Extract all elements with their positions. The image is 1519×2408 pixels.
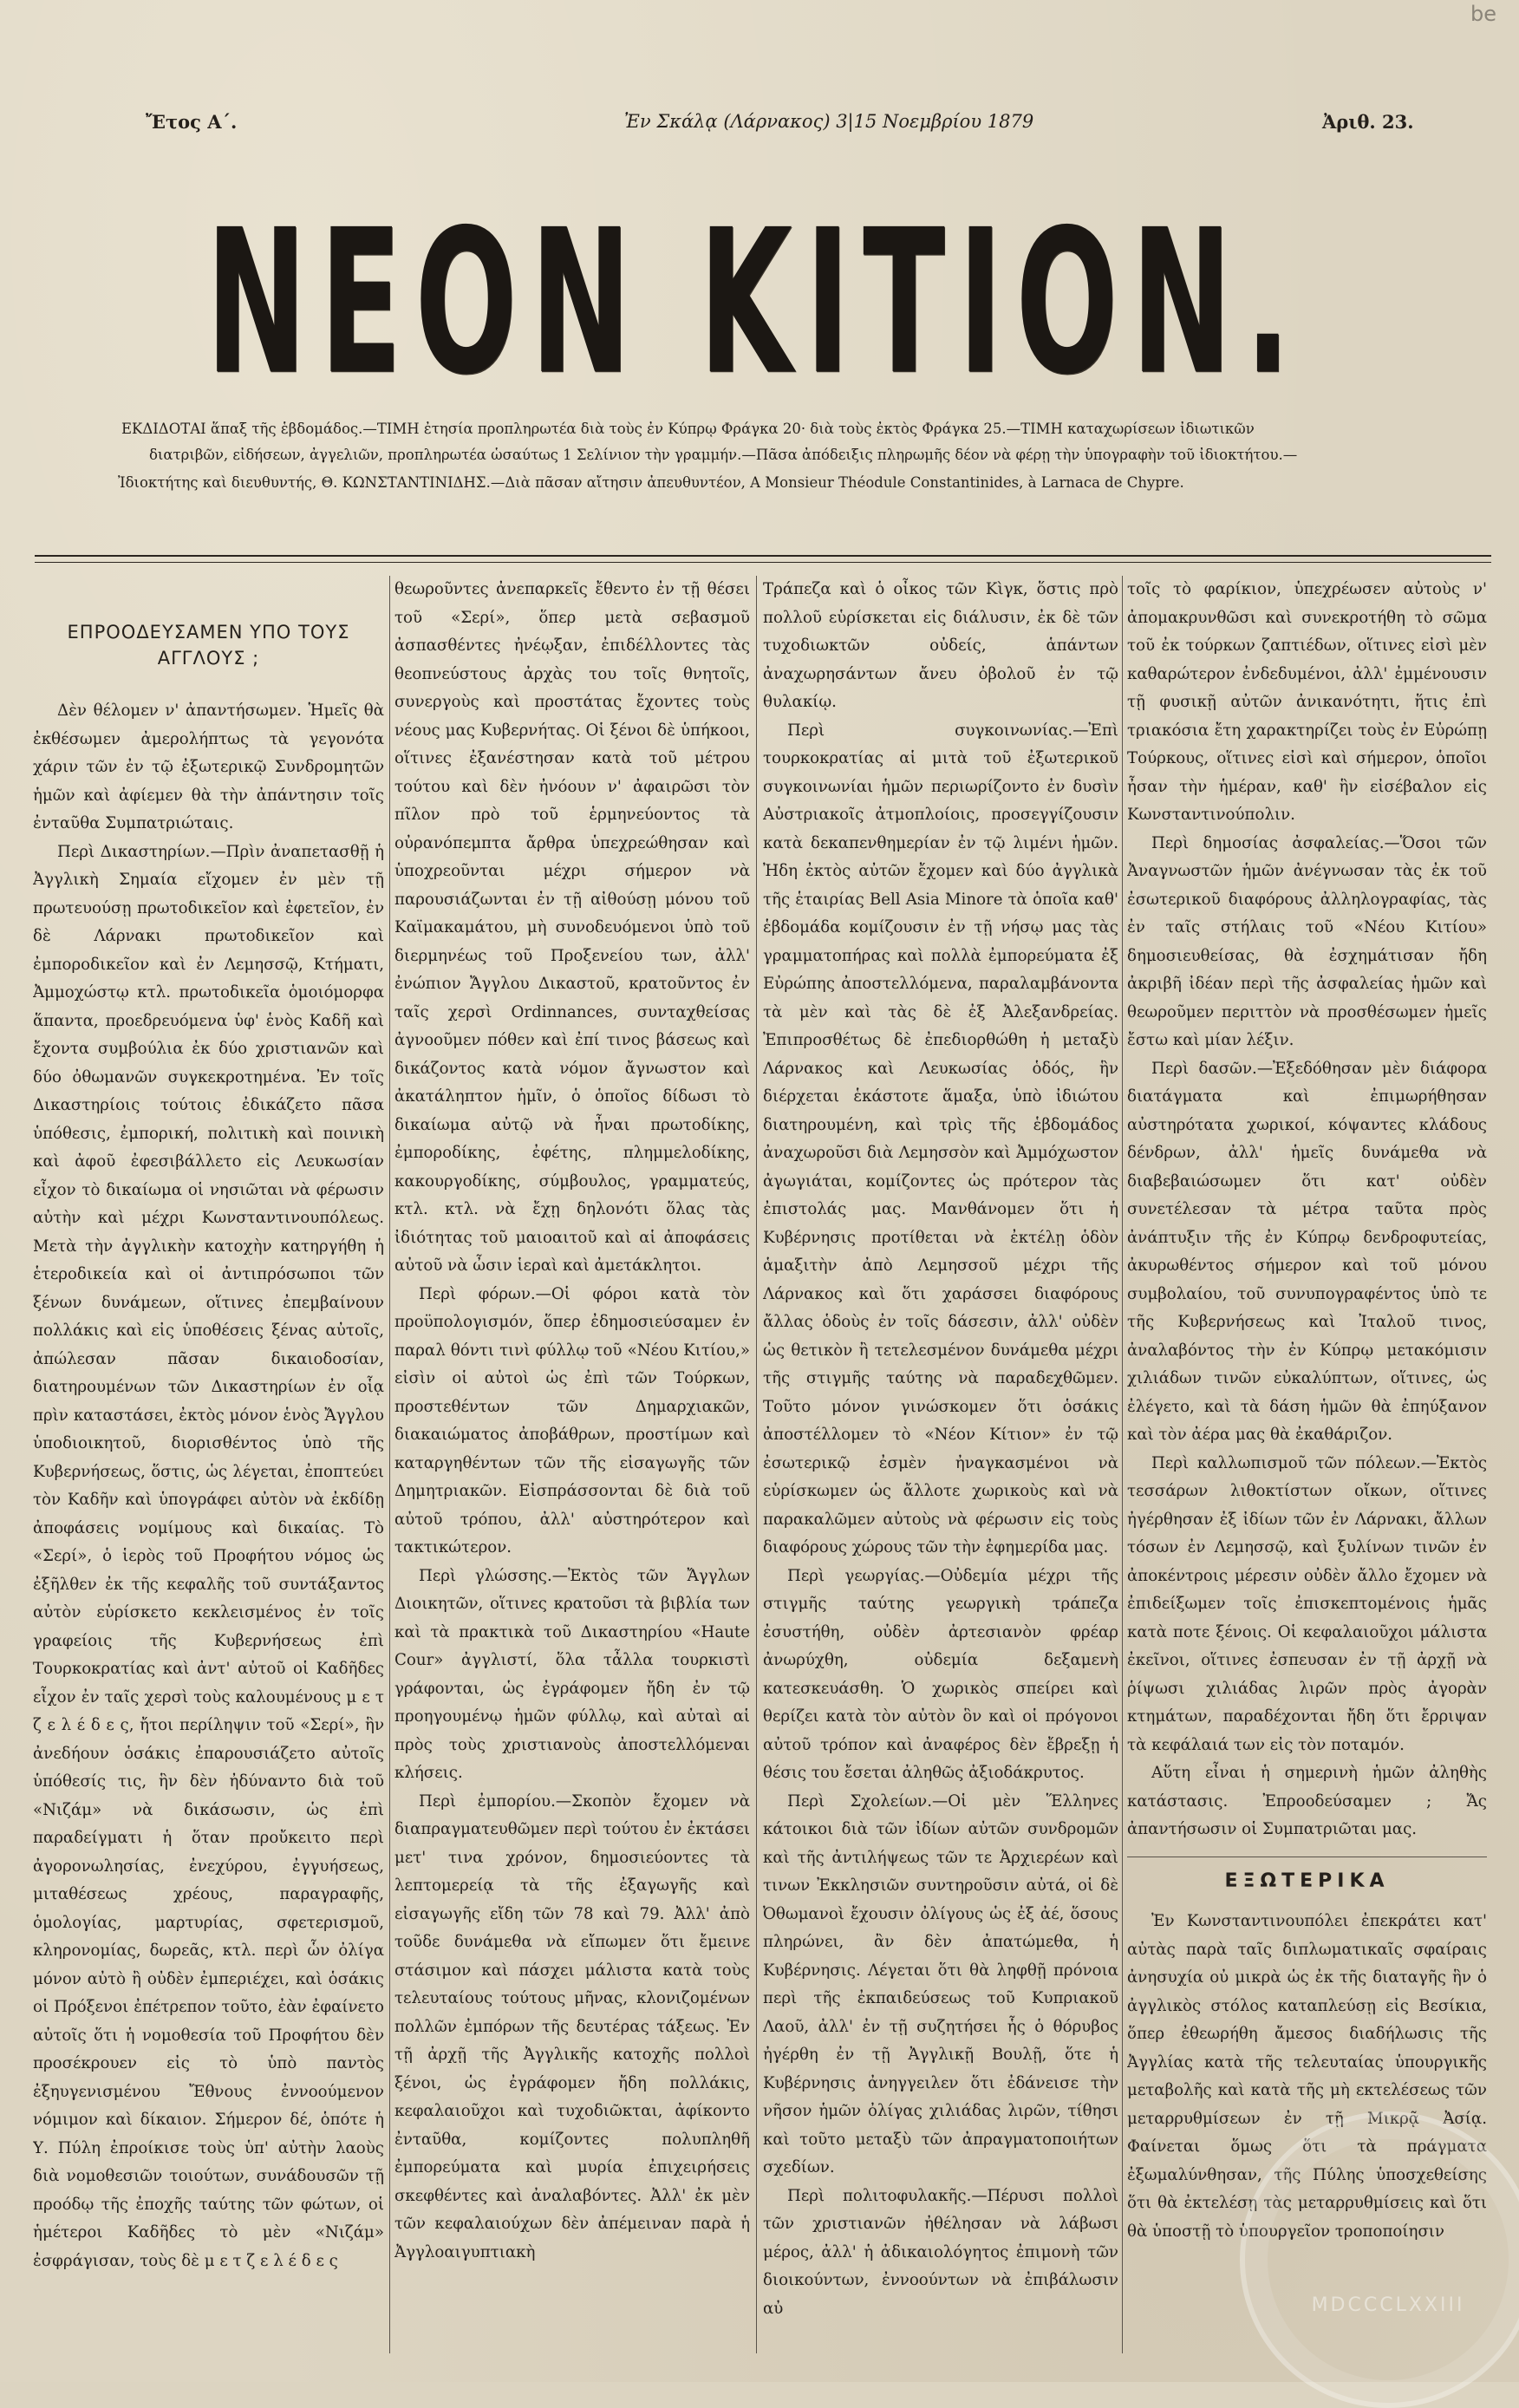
article-paragraph: Περὶ δημοσίας ἀσφαλείας.—Ὅσοι τῶν Ἀναγνωστῶν ἡμῶν ἀνέγνωσαν τὰς ἐκ τοῦ ἐσωτερικοῦ διαφόρους ἀλληλογραφίας, τὰς ἐν ταῖς στήλαις τοῦ «Νέου Κιτίου» δημοσιευθείσας, θὰ ἐσχημάτισαν ἤδη ἀκριβῆ ἰδέαν περὶ τῆς ἀσφαλείας ἡμῶν καὶ θεωροῦμεν περιττὸν νὰ προσθέσωμεν ἡμεῖς ἔστω καὶ μίαν λέξιν. — [1127, 833, 1487, 1049]
article-paragraph: Περὶ πολιτοφυλακῆς.—Πέρυσι πολλοὶ τῶν χριστιανῶν ἠθέλησαν νὰ λάβωσι μέρος, ἀλλ' ἡ ἀδικαιολόγητος ἐπιμονὴ τῶν διοικούντων, ἐννοούντων νὰ ἐπιβάλωσιν αὐ — [763, 2186, 1118, 2318]
advertising-info: διατριβῶν, εἰδήσεων, ἀγγελιῶν, προπληρωτέα ὡσαύτως 1 Σελίνιον τὴν γραμμήν.—Πᾶσα ἀπόδειξις πληρωμῆς δέον νὰ φέρῃ τὴν ὑπογραφὴν τοῦ ἰδιοκτήτου.— — [149, 447, 1298, 463]
masthead — [205, 186, 1303, 419]
article-paragraph: Αὕτη εἶναι ἡ σημερινὴ ἡμῶν ἀληθὴς κατάστασις. Ἐπροοδεύσαμεν ; Ἄς ἀπαντήσωσιν οἱ Συμπατριῶται μας. — [1127, 1764, 1487, 1838]
article-paragraph: Περὶ γεωργίας.—Οὐδεμία μέχρι τῆς στιγμῆς ταύτης γεωργικὴ τράπεζα ἐσυστήθη, οὐδὲν ἀρτεσιανὸν φρέαρ ἀνωρύχθη, οὐδεμία δεξαμενὴ κατεσκευάσθη. Ὁ χωρικὸς σπείρει καὶ θερίζει κατὰ τὸν αὐτὸν ὃν καὶ οἱ πρόγονοι αὐτοῦ τρόπον καὶ ἀναφέρος δὲν ἔβρεξῃ ἡ θέσις του ἔσεται ἀληθῶς ἀξιοδάκρυτος. — [763, 1566, 1118, 1782]
article-paragraph: Περὶ συγκοινωνίας.—Ἐπὶ τουρκοκρατίας αἱ μιτὰ τοῦ ἐξωτερικοῦ συγκοινωνίαι ἡμῶν περιωρίζοντο ἐν δυσὶν Αὐστριακοῖς ἀτμοπλοίοις, προσεγγίζουσιν κατὰ δεκαπενθημερίαν ἐν τῷ λιμένι ἡμῶν. Ἠδη ἐκτὸς αὐτῶν ἔχομεν καὶ δύο ἀγγλικὰ τῆς ἑταιρίας Bell Asia Minore τὰ ὁποῖα καθ' ἑβδομάδα κομίζουσιν ἐν τῇ νήσῳ μας τὰς γραμματοπήρας καὶ πολλὰ ἐμπορεύματα ἐξ Εὐρώπης ἀποστελλόμενα, παραλαμβάνοντα τὰ μὲν καὶ τὰς δὲ ἐξ Ἀλεξανδρείας. Ἐπιπροσθέτως δὲ ἐπεδιορθώθη ἡ μεταξὺ Λάρνακος καὶ Λευκωσίας ὁδός, ἣν διέρχεται ἑκάστοτε ἅμαξα, ὑπὸ ἰδιώτου διατηρουμένη, καὶ τρὶς τῆς ἑβδομάδος ἀναχωροῦσι διὰ Λεμησσὸν καὶ Ἀμμόχωστον ἀγωγιάται, κομίζοντες ὡς πρότερον τὰς ἐπιστολάς μας. Μανθάνομεν ὅτι ἡ Κυβέρνησις προτίθεται νὰ ἐκτέλῃ ὁδὸν ἁμαξιτὴν ἀπὸ Λεμησσοῦ μέχρι τῆς Λάρνακος καὶ ὅτι χαράσσει διαφόρους ἄλλας ὁδοὺς ἐν τοῖς δάσεσιν, ἀλλ' οὐδὲν ὡς θετικὸν ἢ τετελεσμένον δυνάμεθα μέχρι τῆς στιγμῆς ταύτης νὰ παραδεχθῶμεν. Τοῦτο μόνον γινώσκομεν ὅτι ὁσάκις ἀποστέλλομεν τὸ «Νέον Κίτιον» ἐν τῷ ἐσωτερικῷ ἐσμὲν ἠναγκασμένοι νὰ εὑρίσκωμεν ὡς ἄλλοτε χωρικοὺς καὶ νὰ παρακαλῶμεν αὐτοὺς νὰ φέρωσιν εἰς τοὺς διαφόρους χώρους τῶν τὴν ἐφημερίδα μας. — [763, 721, 1118, 1556]
column-3 — [763, 576, 1118, 2362]
archive-corner-mark: be — [1470, 2, 1496, 26]
column-divider — [756, 576, 757, 2353]
owner-info: Ἰδιοκτήτης καὶ διευθυντής, Θ. ΚΩΝΣΤΑΝΤΙΝΙΔΗΣ.—Διὰ πᾶσαν αἴτησιν ἀπευθυντέον, A Monsieur Théodule Constantinides, à Larnaca de Chypre. — [118, 474, 1184, 491]
issue-year: Ἔτος Α΄. — [146, 111, 238, 133]
column-divider — [1122, 576, 1123, 2353]
article-paragraph: τοῖς τὸ φαρίκιον, ὑπεχρέωσεν αὐτοὺς ν' ἀπομακρυνθῶσι καὶ συνεκροτήθη τὸ σῶμα τοῦ ἐκ τούρκων ζαπτιέδων, οἵτινες εἰσὶ μὲν καθαρώτερον ἐνδεδυμένοι, ἀλλ' ἐμμένουσιν τῇ φυσικῇ αὐτῶν ἀνικανότητι, ἥτις ἐπὶ τριακόσια ἔτη χαρακτηρίζει τοὺς ἐν Εὐρώπῃ Τούρκους, οἵτινες εἰσὶ καὶ σήμερον, ὁποῖοι ἦσαν τὴν ἡμέραν, καθ' ἣν εἰσέβαλον εἰς Κωνσταντινούπολιν. — [1127, 580, 1487, 824]
issue-number: Ἀριθ. 23. — [1322, 111, 1414, 133]
article-headline: ΕΠΡΟΟΔΕΥΣΑΜΕΝ ΥΠΟ ΤΟΥΣ ΑΓΓΛΟΥΣ ; — [67, 622, 350, 669]
section-heading-foreign: ΕΞΩΤΕΡΙΚΑ — [1127, 1857, 1487, 1896]
article-paragraph: Περὶ δασῶν.—Ἐξεδόθησαν μὲν διάφορα διατάγματα καὶ ἐπιμωρήθησαν αὐστηρότατα χωρικοί, κόψαντες κλάδους δένδρων, ἀλλ' ἡμεῖς δυνάμεθα νὰ διαβεβαιώσωμεν ὅτι κατ' οὐδὲν συνετέλεσαν τὰ μέτρα ταῦτα πρὸς ἀνάπτυξιν τῆς ἐν Κύπρῳ δενδροφυτείας, ἀκυρωθέντος σήμερον καὶ τοῦ μόνου συμβολαίου, τοῦ συνυπογραφέντος ὑπὸ τε τῆς Κυβερνήσεως καὶ Ἰταλοῦ τινος, ἀναλαβόντος τὴν ἐν Κύπρῳ μετακόμισιν χιλιάδων τινῶν εὐκαλύπτων, οἵτινες, ὡς ἐλέγετο, καὶ τὰ δάση ἡμῶν θὰ ἐπηύξανον καὶ τὸν ἀέρα μας θὰ ἐκαθάριζον. — [1127, 1059, 1487, 1444]
issue-line — [0, 111, 1519, 146]
article-paragraph: Περὶ ἐμπορίου.—Σκοπὸν ἔχομεν νὰ διαπραγματευθῶμεν περὶ τούτου ἐν ἐκτάσει μετ' τινα χρόνον, δημοσιεύοντες τὰ λεπτομερείᾳ τὰ τῆς ἐξαγωγῆς καὶ εἰσαγωγῆς εἴδη τῶν 78 καὶ 79. Ἀλλ' ἀπὸ τοῦδε δυνάμεθα νὰ εἴπωμεν ὅτι ἔμεινε στάσιμον καὶ πάσχει μάλιστα κατὰ τοὺς τελευταίους τούτους μῆνας, κλονιζομένων πολλῶν ἐμπόρων τῆς δευτέρας τάξεως. Ἐν τῇ ἀρχῇ τῆς Ἀγγλικῆς κατοχῆς πολλοὶ ξένοι, ὡς ἐγράφομεν ἤδη πολλάκις, κεφαλαιοῦχοι καὶ τυχοδιῶκται, ἀφίκοντο ἐνταῦθα, κομίζοντες πολυπληθῆ ἐμπορεύματα καὶ μυρία ἐπιχειρήσεις σκεφθέντες καὶ ἀναλαβόντες. Ἀλλ' ἐκ μὲν τῶν κεφαλαιούχων δὲν ἀπέμειναν παρὰ ἡ Ἀγγλοαιγυπτιακὴ — [394, 1791, 750, 2261]
column-2 — [394, 576, 750, 2362]
column-4 — [1127, 576, 1487, 2362]
library-seal-watermark — [1240, 2111, 1519, 2408]
article-paragraph: Περὶ φόρων.—Οἱ φόροι κατὰ τὸν προϋπολογισμόν, ὅπερ ἐδημοσιεύσαμεν ἐν παραλ θόντι τινὶ φύλλῳ τοῦ «Νέου Κιτίου,» εἰσὶν οἱ αὐτοὶ ὡς ἐπὶ τῶν Τούρκων, προστεθέντων τῶν Δημαρχιακῶν, διακαιώματος ἀποβάθρων, προστίμων καὶ καταργηθέντων τῶν τῆς εἰσαγωγῆς τῶν Δημητριακῶν. Εἰσπράσσονται δὲ διὰ τοῦ αὐτοῦ τρόπου, ἀλλ' αὐστηρότερον καὶ τακτικώτερον. — [394, 1284, 750, 1556]
article-paragraph: Περὶ γλώσσης.—Ἐκτὸς τῶν Ἄγγλων Διοικητῶν, οἵτινες κρατοῦσι τὰ βιβλία των καὶ τὰ πρακτικὰ τοῦ Δικαστηρίου «Haute Cour» ἀγγλιστί, ὅλα τἆλλα τουρκιστὶ γράφονται, ὡς ἐγράφομεν ἤδη ἐν τῷ προηγουμένῳ ἡμῶν φύλλῳ, καὶ αὐταὶ αἱ πρὸς τοὺς χριστιανοὺς ἀποστελλόμεναι κλήσεις. — [394, 1566, 750, 1782]
header-divider — [35, 555, 1491, 563]
article-paragraph: Περὶ Σχολείων.—Οἱ μὲν Ἕλληνες κάτοικοι διὰ τῶν ἰδίων αὐτῶν συνδρομῶν καὶ τῆς ἀντιλήψεως τῶν τε Ἀρχιερέων καὶ τινων Ἐκκλησιῶν συντηροῦσιν αὐτά, οἱ δὲ Ὀθωμανοὶ ἔχουσιν ὀλίγους ὡς ἐξ ἀέ, ὅσους πληρώνει, ἂν δὲν ἀπατώμεθα, ἡ Κυβέρνησις. Λέγεται ὅτι θὰ ληφθῇ πρόνοια περὶ τῆς ἐκπαιδεύσεως τοῦ Κυπριακοῦ Λαοῦ, ἀλλ' ἐν τῇ συζητήσει ἧς ὁ θόρυβος ἠγέρθη ἐν τῇ Ἀγγλικῇ Βουλῇ, ὅτε ἡ Κυβέρνησις ἀνηγγειλεν ὅτι ἐδάνεισε τὴν νῆσον ἡμῶν ὀλίγας χιλιάδας λιρῶν, τίθησι καὶ τοῦτο μεταξὺ τῶν ἀπραγματοποιήτων σχεδίων. — [763, 1791, 1118, 2176]
article-paragraph: θεωροῦντες ἀνεπαρκεῖς ἔθεντο ἐν τῇ θέσει τοῦ «Σερί», ὅπερ μετὰ σεβασμοῦ ἀσπασθέντες ἠνέῳξαν, ἐπιδέλλοντες τὰς θεοπνεύστους ἀρχὰς του τοῖς θνητοῖς, συνεργοὺς καὶ προστάτας ἔχοντες τοὺς νέους μας Κυβερνήτας. Οἱ ξένοι δὲ ὑπήκοοι, οἵτινες ἐξανέστησαν κατὰ τοῦ μέτρου τούτου καὶ δὲν ἠνόουν ν' ἀφαιρῶσι τὸν πῖλον πρὸ τοῦ ἑρμηνεύοντος τὰ οὐρανόπεμπτα ἄρθρα ὑπεχρεώθησαν καὶ ὑποχρεοῦνται μέχρι σήμερον νὰ παρουσιάζωνται ἐν τῇ αἰθούσῃ μόνου τοῦ Καϊμακαμάτου, μὴ συνοδευόμενοι ὑπὸ τοῦ διερμηνέως τοῦ Προξενείου των, ἀλλ' ἐνώπιον Ἄγγλου Δικαστοῦ, κρατοῦντος ἐν ταῖς χερσὶ Ordinnances, συνταχθείσας ἀγνοοῦμεν πόθεν καὶ ἐπί τινος βάσεως καὶ δικάζοντος κατὰ νόμον ἄγνωστον καὶ ἀκατάληπτον ἡμῖν, ὁ ὁποῖος δίδωσι τὸ δικαίωμα αὐτῷ νὰ ἦναι πρωτοδίκης, ἐμποροδίκης, ἐφέτης, πλημμελοδίκης, κακουργοδίκης, σύμβουλος, γραμματεύς, κτλ. κτλ. νὰ ἔχῃ δηλονότι ὅλας τὰς ἰδιότητας τοῦ μαιοαιτοῦ καὶ αἱ ἀποφάσεις αὐτοῦ νὰ ὦσιν ἱεραὶ καὶ ἀμετάκλητοι. — [394, 580, 750, 1275]
masthead-title: ΝΕΟΝ ΚΙΤΙΟΝ. — [205, 186, 1303, 419]
column-1 — [33, 576, 384, 2362]
article-paragraph: Ἐν Κωνσταντινουπόλει ἐπεκράτει κατ' αὐτὰς παρὰ ταῖς διπλωματικαῖς σφαίραις ἀνησυχία οὐ μικρὰ ὡς ἐκ τῆς διαταγῆς ἣν ὁ ἀγγλικὸς στόλος καταπλεύσῃ εἰς Βεσίκια, ὅπερ ἐθεωρήθη ἄμεσος διαδήλωσις τῆς Ἀγγλίας κατὰ τῆς τελευταίας ὑπουργικῆς μεταβολῆς καὶ κατὰ τῆς μὴ εκτελέσεως τῶν μεταρρυθμίσεων ἐν τῇ Μικρᾷ Ἀσίᾳ. Φαίνεται ὅμως ὅτι τὰ πράγματα ἐξωμαλύνθησαν, τῆς Πύλης ὑποσχεθείσης ὅτι θὰ ἐκτελέσῃ τὰς μεταρρυθμίσεις καὶ ὅτι θὰ ὑποστῇ τὸ ὑπουργεῖον τροποποίησιν — [1127, 1912, 1487, 2241]
article-paragraph: Περὶ Δικαστηρίων.—Πρὶν ἀναπετασθῇ ἡ Ἀγγλικὴ Σημαία εἴχομεν ἐν μὲν τῇ πρωτευούσῃ πρωτοδικεῖον καὶ ἐφετεῖον, ἐν δὲ Λάρνακι πρωτοδικεῖον καὶ ἐμποροδικεῖον καὶ ἐν Λεμησσῷ, Κτήματι, Ἀμμοχώστῳ κτλ. πρωτοδικεῖα ὁμοιόμορφα ἅπαντα, προεδρευόμενα ὑφ' ἑνὸς Καδῆ καὶ ἔχοντα συμβούλια ἐκ δύο χριστιανῶν καὶ δύο ὀθωμανῶν συγκεκροτημένα. Ἐν τοῖς Δικαστηρίοις τούτοις ἐδικάζετο πᾶσα ὑπόθεσις, ἐμπορική, πολιτικὴ καὶ ποινικὴ καὶ ἀφοῦ ἐφεσιβάλλετο εἰς Λευκωσίαν εἶχον τὸ δικαίωμα οἱ νησιῶται νὰ φέρωσιν αὐτὴν καὶ μέχρι Κωνσταντινουπόλεως. Μετὰ τὴν ἀγγλικὴν κατοχὴν κατηργήθη ἡ ἑτεροδικεία καὶ οἱ ἀντιπρόσωποι τῶν ξένων δυνάμεων, οἵτινες ἐπεμβαίνουν πολλάκις καὶ εἰς ὑποθέσεις ξένας αὐτοῖς, ἀπώλεσαν πᾶσαν δικαιοδοσίαν, διατηρουμένων τῶν Δικαστηρίων ἐν οἷᾳ πρὶν καταστάσει, ἐκτὸς μόνον ἑνὸς Ἄγγλου ὑποδιοικητοῦ, διορισθέντος ὑπὸ τῆς Κυβερνήσεως, ὅστις, ὡς λέγεται, ἐποπτεύει τὸν Καδῆν καὶ ὑπογράφει αὐτὸν νὰ ἐκδίδῃ ἀποφάσεις νομίμους καὶ δικαίας. Τὸ «Σερί», ὁ ἱερὸς τοῦ Προφήτου νόμος ὡς ἐξῆλθεν ἐκ τῆς κεφαλῆς τοῦ συντάξαντος αὐτὸν εὑρίσκετο κεκλεισμένος ἐν τοῖς γραφείοις τῆς Κυβερνήσεως ἐπὶ Τουρκοκρατίας καὶ ἀντ' αὐτοῦ οἱ Καδῆδες εἶχον ἐν ταῖς χερσὶ τοὺς καλουμένους μ ε τ ζ ε λ έ δ ε ς, ἤτοι περίληψιν τοῦ «Σερί», ἣν ἀνεδήουν ὁσάκις ἐπαρουσιάζετο αὐτοῖς ὑπόθεσίς τις, ἣν δὲν ἠδύναντο διὰ τοῦ «Νιζάμ» νὰ δικάσωσιν, ὡς ἐπὶ παραδείγματι ἡ ὅταν προὔκειτο περὶ ἀγορονωλησίας, ἐνεχύρου, ἐγγυήσεως, μιταθέσεως χρέους, παραγραφῆς, ὁμολογίας, μαρτυρίας, σφετερισμοῦ, κληρονομίας, δωρεᾶς, κτλ. περὶ ὧν ὀλίγα μόνον αὐτὸ ἢ οὐδὲν ἐμπεριέχει, καὶ ὁσάκις οἱ Πρόξενοι ἐπέτρεπον τοῦτο, ἐὰν ἐφαίνετο αὐτοῖς ὅτι ἡ νομοθεσία τοῦ Προφήτου δὲν προσέκρουεν εἰς τὸ ὑπὸ παντὸς ἐξηυγενισμένου Ἔθνους ἐννοούμενον νόμιμον καὶ δίκαιον. Σήμερον δέ, ὁπότε ἡ Υ. Πύλη ἐπροίκισε τοὺς ὑπ' αὐτὴν λαοὺς διὰ νομοθεσιῶν τοιούτων, συνάδουσῶν τῇ προόδῳ τῆς ἐποχῆς ταύτης τῶν φώτων, οἱ ἡμέτεροι Καδῆδες τὸ μὲν «Νιζάμ» ἐσφράγισαν, τοὺς δὲ μ ε τ ζ ε λ έ δ ε ς — [33, 842, 384, 2270]
seal-text: MDCCCLXXIII — [1311, 2294, 1465, 2316]
article-paragraph: Περὶ καλλωπισμοῦ τῶν πόλεων.—Ἐκτὸς τεσσάρων λιθοκτίστων οἴκων, οἵτινες ἠγέρθησαν ἐξ ἰδίων τῶν ἐν Λάρνακι, ἄλλων τόσων ἐν Λεμησσῷ, καὶ ξυλίνων τινῶν ἐν ἀποκέντροις μέρεσιν οὐδὲν ἄλλο ἔχομεν νὰ ἐπιδείξωμεν τοῖς ἐπισκεπτομένοις ἡμᾶς κατὰ ποτε ξένοις. Οἱ κεφαλαιοῦχοι μάλιστα ἐκεῖνοι, οἵτινες ἐσπευσαν ἐν τῇ ἀρχῇ νὰ ῥίψωσι χιλιάδας λιρῶν πρὸς ἀγορὰν κτημάτων, παραδέχονται ἤδη ὅτι ἔρριψαν τὰ κεφάλαιά των εἰς τὸν ποταμόν. — [1127, 1453, 1487, 1754]
subscription-info: ΕΚΔΙΔΟΤΑΙ ἅπαξ τῆς ἑβδομάδος.—ΤΙΜΗ ἐτησία προπληρωτέα διὰ τοὺς ἐν Κύπρῳ Φράγκα 20· διὰ τοὺς ἐκτὸς Φράγκα 25.—ΤΙΜΗ καταχωρίσεων ἰδιωτικῶν — [121, 421, 1255, 437]
issue-date: Ἐν Σκάλᾳ (Λάρνακος) 3|15 Νοεμβρίου 1879 — [624, 111, 1034, 132]
column-divider — [389, 576, 390, 2353]
article-paragraph: Δὲν θέλομεν ν' ἀπαντήσωμεν. Ἡμεῖς θὰ ἐκθέσωμεν ἀμερολήπτως τὰ γεγονότα χάριν τῶν ἐν τῷ ἐξωτερικῷ Συνδρομητῶν ἡμῶν καὶ ἀφίεμεν θὰ τὴν ἀπάντησιν τοῖς ἐνταῦθα Συμπατριώταις. — [33, 702, 384, 832]
article-paragraph: Τράπεζα καὶ ὁ οἶκος τῶν Κὶγκ, ὅστις πρὸ πολλοῦ εὑρίσκεται εἰς διάλυσιν, ἐκ δὲ τῶν τυχοδιωκτῶν οὐδείς, ἁπάντων ἀναχωρησάντων ἄνευ ὀβολοῦ ἐν τῷ θυλακίῳ. — [763, 580, 1118, 711]
